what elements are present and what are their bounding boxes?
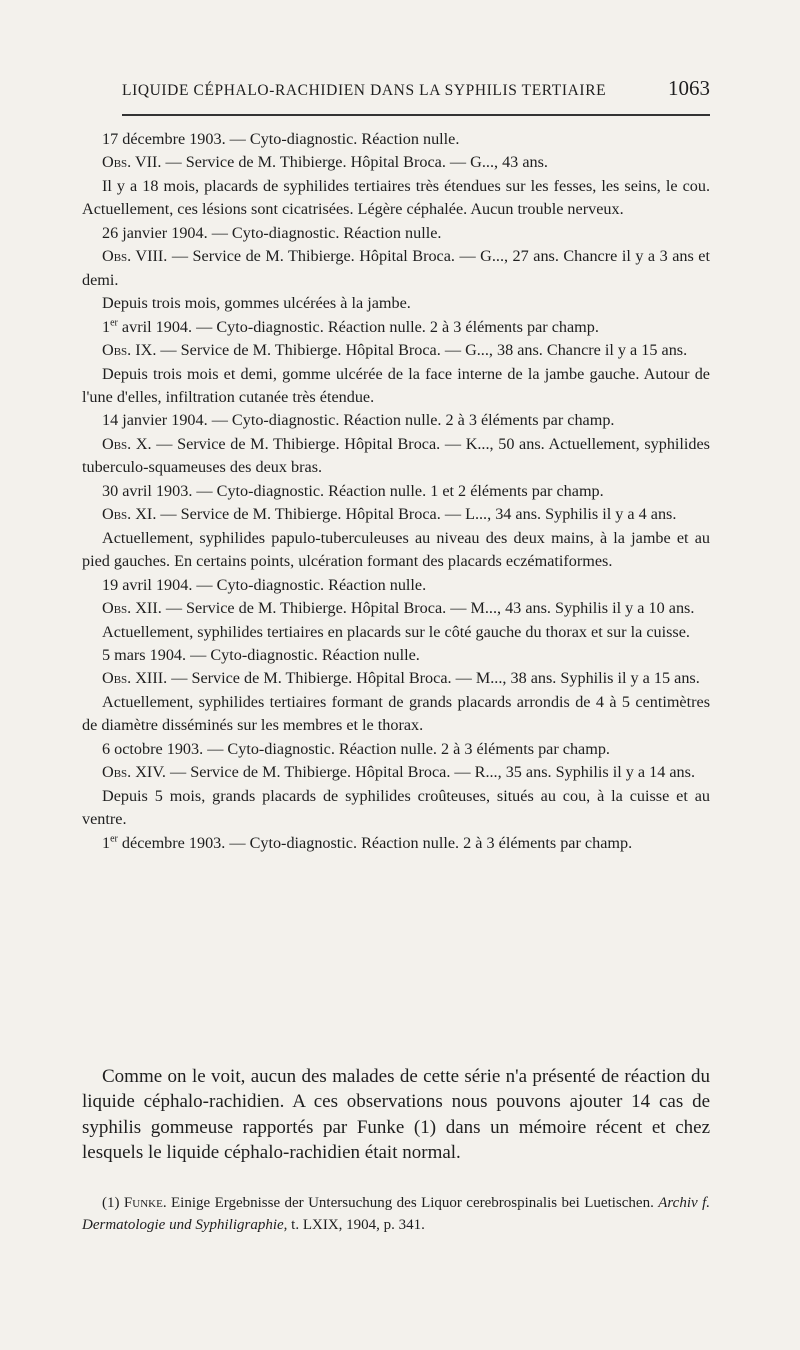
footnote <box>82 1192 710 1236</box>
observation-label: Obs. VIII. <box>102 247 168 266</box>
note-text: — Service de M. Thibierge. Hôpital Broca. — G..., 27 ans. Chancre il y a 3 ans et demi. <box>82 247 710 289</box>
note-paragraph <box>82 316 710 339</box>
observation-label: Obs. XII. <box>102 599 162 618</box>
note-text: Actuellement, syphilides tertiaires en placards sur le côté gauche du thorax et sur la cuisse. <box>102 622 690 641</box>
note-text: Actuellement, syphilides tertiaires formant de grands placards arrondis de 4 à 5 centimètres de diamètre disséminés sur les membres et le thorax. <box>82 692 710 735</box>
note-text: — Service de M. Thibierge. Hôpital Broca. — M..., 43 ans. Syphilis il y a 10 ans. <box>161 599 695 618</box>
note-text: 1 <box>102 833 111 852</box>
note-text: Il y a 18 mois, placards de syphilides tertiaires très étendues sur les fesses, les seins, le cou. Actuellement, ces lésions sont cicatrisées. Légère céphalée. Aucun trouble nerveux. <box>82 176 710 219</box>
note-text: 17 décembre 1903. — Cyto-diagnostic. Réaction nulle. <box>102 130 460 148</box>
note-text: — Service de M. Thibierge. Hôpital Broca. — G..., 43 ans. <box>161 153 548 172</box>
note-paragraph <box>82 785 710 832</box>
note-paragraph <box>82 667 710 690</box>
observations-section <box>82 128 710 855</box>
note-text: 19 avril 1904. — Cyto-diagnostic. Réaction nulle. <box>102 575 427 594</box>
note-paragraph <box>82 175 710 222</box>
page-header <box>122 76 710 101</box>
note-text: Depuis 5 mois, grands placards de syphilides croûteuses, situés au cou, à la cuisse et au ventre. <box>82 786 710 829</box>
footnote-text: Einige Ergebnisse der Untersuchung des Liquor cerebrospinalis bei Luetischen. <box>166 1195 659 1211</box>
note-text: — Service de M. Thibierge. Hôpital Broca. — R..., 35 ans. Syphilis il y a 14 ans. <box>165 763 695 782</box>
note-paragraph <box>82 597 710 620</box>
note-paragraph <box>82 128 710 151</box>
note-paragraph <box>82 245 710 292</box>
main-paragraph: Comme on le voit, aucun des malades de cette série n'a présenté de réaction du liquide céphalo-rachidien. A ces observations nous pouvons ajouter 14 cas de syphilis gommeuse rapportés par Funke (1) dans un mémoire récent et chez lesquels le liquide céphalo-rachidien était normal. <box>82 1066 710 1164</box>
header-rule <box>122 114 710 116</box>
note-text: Depuis trois mois et demi, gomme ulcérée de la face interne de la jambe gauche. Autour de l'une d'elles, infiltration cutanée très étendue. <box>82 364 710 406</box>
footnote-journal: Archiv f. Dermatologie und Syphiligraphie <box>82 1195 710 1233</box>
note-text: Actuellement, syphilides papulo-tuberculeuses au niveau des deux mains, à la jambe et au pied gauches. En certains points, ulcération formant des placards eczématiformes. <box>82 528 710 571</box>
ordinal-superscript: er <box>110 317 118 329</box>
note-text: — Service de M. Thibierge. Hôpital Broca. — K..., 50 ans. Actuellement, syphilides tuberculo-squameuses des deux bras. <box>82 434 710 477</box>
note-text: — Service de M. Thibierge. Hôpital Broca. — G..., 38 ans. Chancre il y a 15 ans. <box>156 341 688 360</box>
page-number: 1063 <box>668 76 710 100</box>
note-paragraph <box>82 621 710 644</box>
observation-label: Obs. XI. <box>102 505 157 524</box>
note-paragraph <box>82 644 710 667</box>
note-text: — Service de M. Thibierge. Hôpital Broca. — L..., 34 ans. Syphilis il y a 4 ans. <box>156 505 677 524</box>
note-text: décembre 1903. — Cyto-diagnostic. Réaction nulle. 2 à 3 éléments par champ. <box>117 833 633 852</box>
note-text: 26 janvier 1904. — Cyto-diagnostic. Réaction nulle. <box>102 223 442 242</box>
observation-label: Obs. VII. <box>102 153 162 172</box>
note-paragraph <box>82 292 710 315</box>
note-paragraph <box>82 433 710 480</box>
note-paragraph <box>82 222 710 245</box>
note-paragraph <box>82 527 710 574</box>
note-paragraph <box>82 339 710 362</box>
note-paragraph <box>82 832 710 855</box>
note-text: Depuis trois mois, gommes ulcérées à la jambe. <box>102 294 411 313</box>
ordinal-superscript: er <box>110 833 118 845</box>
running-title: LIQUIDE CÉPHALO-RACHIDIEN DANS LA SYPHILIS TERTIAIRE <box>122 82 607 99</box>
note-paragraph <box>82 761 710 784</box>
note-paragraph <box>82 738 710 761</box>
observation-label: Obs. XIII. <box>102 669 168 688</box>
note-text: avril 1904. — Cyto-diagnostic. Réaction nulle. 2 à 3 éléments par champ. <box>117 317 599 336</box>
note-text: — Service de M. Thibierge. Hôpital Broca. — M..., 38 ans. Syphilis il y a 15 ans. <box>167 669 700 688</box>
observation-label: Obs. XIV. <box>102 763 166 782</box>
note-paragraph <box>82 574 710 597</box>
note-text: 5 mars 1904. — Cyto-diagnostic. Réaction nulle. <box>102 645 420 664</box>
note-paragraph <box>82 151 710 174</box>
note-text: 6 octobre 1903. — Cyto-diagnostic. Réaction nulle. 2 à 3 éléments par champ. <box>102 739 610 758</box>
note-text: 30 avril 1903. — Cyto-diagnostic. Réaction nulle. 1 et 2 éléments par champ. <box>102 481 604 500</box>
note-paragraph <box>82 503 710 526</box>
observation-label: Obs. IX. <box>102 341 157 360</box>
note-text: 14 janvier 1904. — Cyto-diagnostic. Réaction nulle. 2 à 3 éléments par champ. <box>102 411 615 430</box>
note-paragraph <box>82 691 710 738</box>
note-paragraph <box>82 363 710 410</box>
footnote-tail: , t. LXIX, 1904, p. 341. <box>283 1217 425 1233</box>
footnote-author: Funke. <box>123 1195 167 1211</box>
note-text: 1 <box>102 317 111 336</box>
observation-label: Obs. X. <box>102 434 152 453</box>
note-paragraph <box>82 480 710 503</box>
note-paragraph <box>82 409 710 432</box>
footnote-marker: (1) <box>102 1195 120 1211</box>
